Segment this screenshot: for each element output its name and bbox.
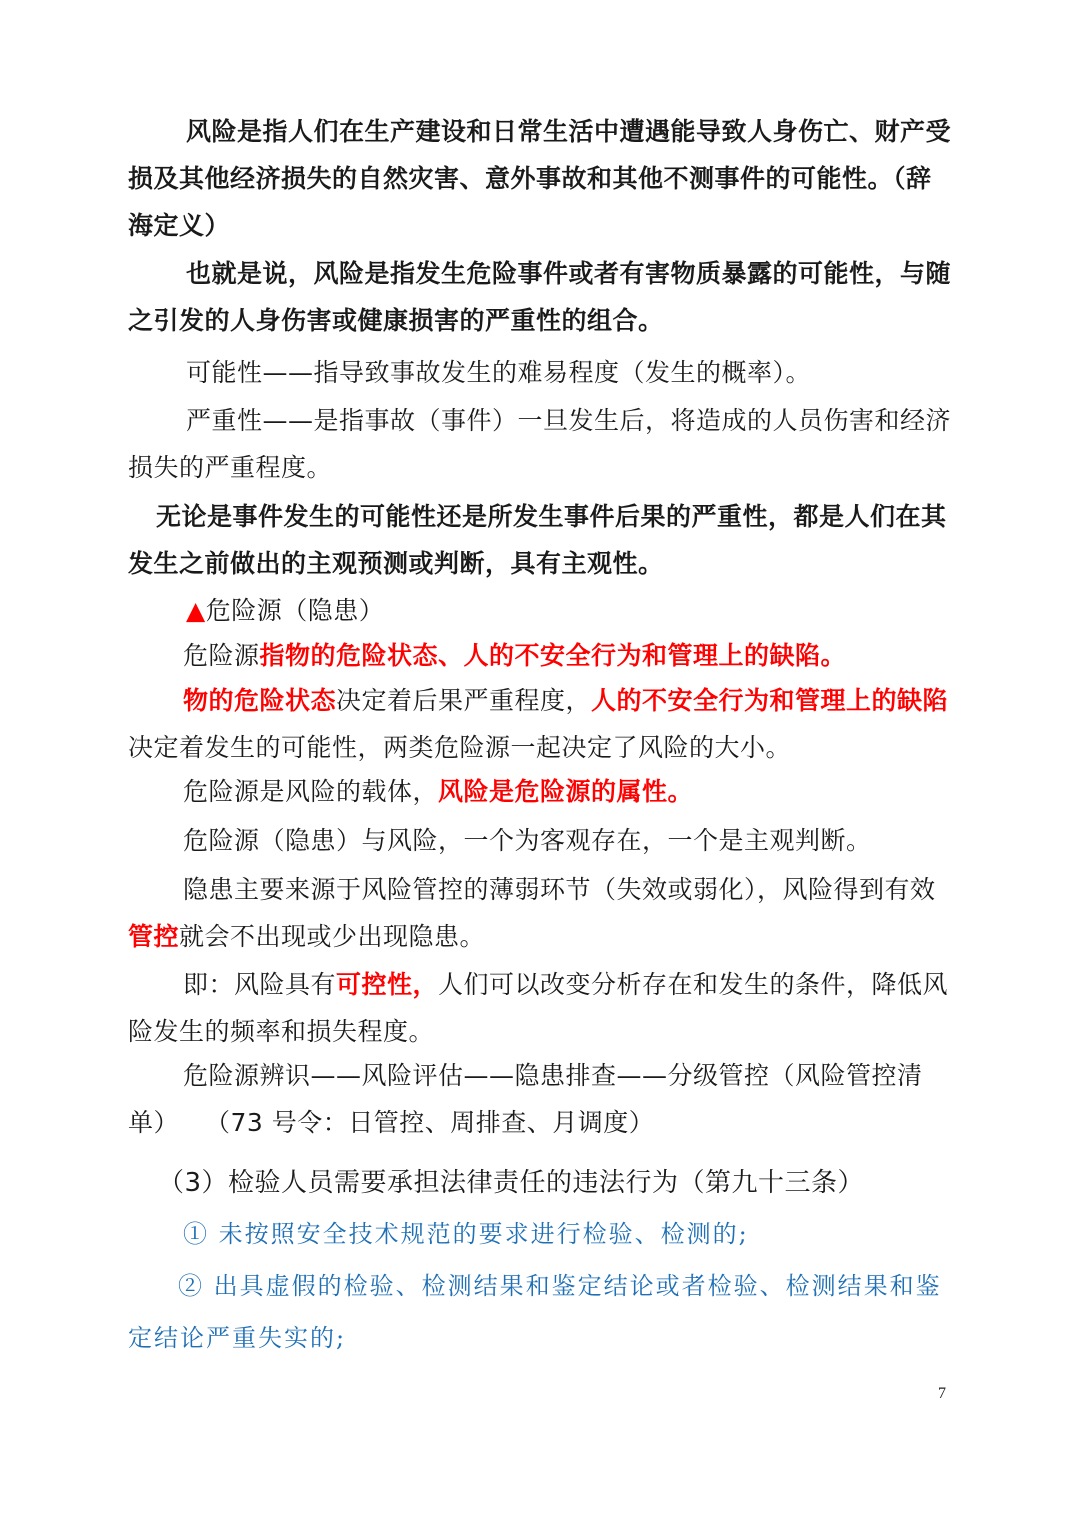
paragraph-severity [128, 397, 953, 491]
text: 危险源 [183, 641, 260, 670]
list-item-2 [128, 1260, 953, 1364]
text: 也就是说，风险是指发生危险事件或者有害物质暴露的可能性，与随之引发的人身伤害或健康损害的严重性的组合。 [128, 259, 952, 335]
text: 严重性——是指事故（事件）一旦发生后，将造成的人员伤害和经济损失的严重程度。 [128, 406, 952, 482]
paragraph-objective-subjective [128, 817, 953, 864]
text: 隐患主要来源于风险管控的薄弱环节（失效或弱化），风险得到有效 [183, 875, 936, 904]
text: 可能性——指导致事故发生的难易程度（发生的概率）。 [186, 358, 812, 387]
paragraph-risk-definition [128, 108, 953, 249]
text: 危险源是风险的载体， [183, 777, 439, 806]
triangle-icon: ▲ [186, 596, 206, 625]
text: 无论是事件发生的可能性还是所发生事件后果的严重性，都是人们在其发生之前做出的主观预测或判断，具有主观性。 [128, 502, 947, 578]
text: （3）检验人员需要承担法律责任的违法行为（第九十三条） [158, 1168, 865, 1198]
paragraph-hidden-danger-source [128, 866, 953, 960]
highlight-text: 人的不安全行为和管理上的缺陷 [591, 686, 949, 715]
paragraph-controllability [128, 961, 953, 1055]
paragraph-management-process [128, 1052, 953, 1146]
heading-inspector-liability [158, 1160, 958, 1207]
paragraph-risk-explanation [128, 250, 953, 344]
text: 决定着发生的可能性，两类危险源一起决定了风险的大小。 [128, 733, 792, 762]
text: 即：风险具有 [183, 970, 337, 999]
text: 决定着后果严重程度， [336, 686, 592, 715]
page-number: 7 [938, 1385, 946, 1402]
text: 危险源（隐患）与风险，一个为客观存在，一个是主观判断。 [183, 826, 872, 855]
text: 就会不出现或少出现隐患。 [179, 922, 486, 951]
list-item-1 [183, 1208, 953, 1260]
paragraph-hazard-types [128, 677, 953, 771]
highlight-text: 指物的危险状态、人的不安全行为和管理上的缺陷。 [259, 641, 847, 670]
highlight-text: 管控 [128, 922, 180, 951]
paragraph-hazard-carrier [128, 768, 953, 815]
highlight-text: 可控性， [336, 970, 439, 999]
text: 危险源（隐患） [205, 596, 385, 625]
text: ① 未按照安全技术规范的要求进行检验、检测的; [183, 1220, 749, 1248]
heading-hazard-source [186, 587, 886, 634]
highlight-text: 风险是危险源的属性。 [438, 777, 694, 806]
text: 风险是指人们在生产建设和日常生活中遭遇能导致人身伤亡、财产受损及其他经济损失的自然灾害、意外事故和其他不测事件的可能性。（辞海定义） [128, 117, 952, 240]
text: 危险源辨识——风险评估——隐患排查——分级管控（风险管控清单） （73 号令：日管控、周排查、月调度） [128, 1061, 923, 1137]
paragraph-hazard-definition [128, 632, 953, 679]
highlight-text: 物的危险状态 [183, 686, 337, 715]
paragraph-subjectivity [128, 493, 953, 587]
text: 人们可以改变分析存在和发生的条件，降低风险发生的频率和损失程度。 [128, 970, 949, 1046]
paragraph-possibility [128, 349, 953, 396]
text: ② 出具虚假的检验、检测结果和鉴定结论或者检验、检测结果和鉴定结论严重失实的; [128, 1272, 942, 1352]
